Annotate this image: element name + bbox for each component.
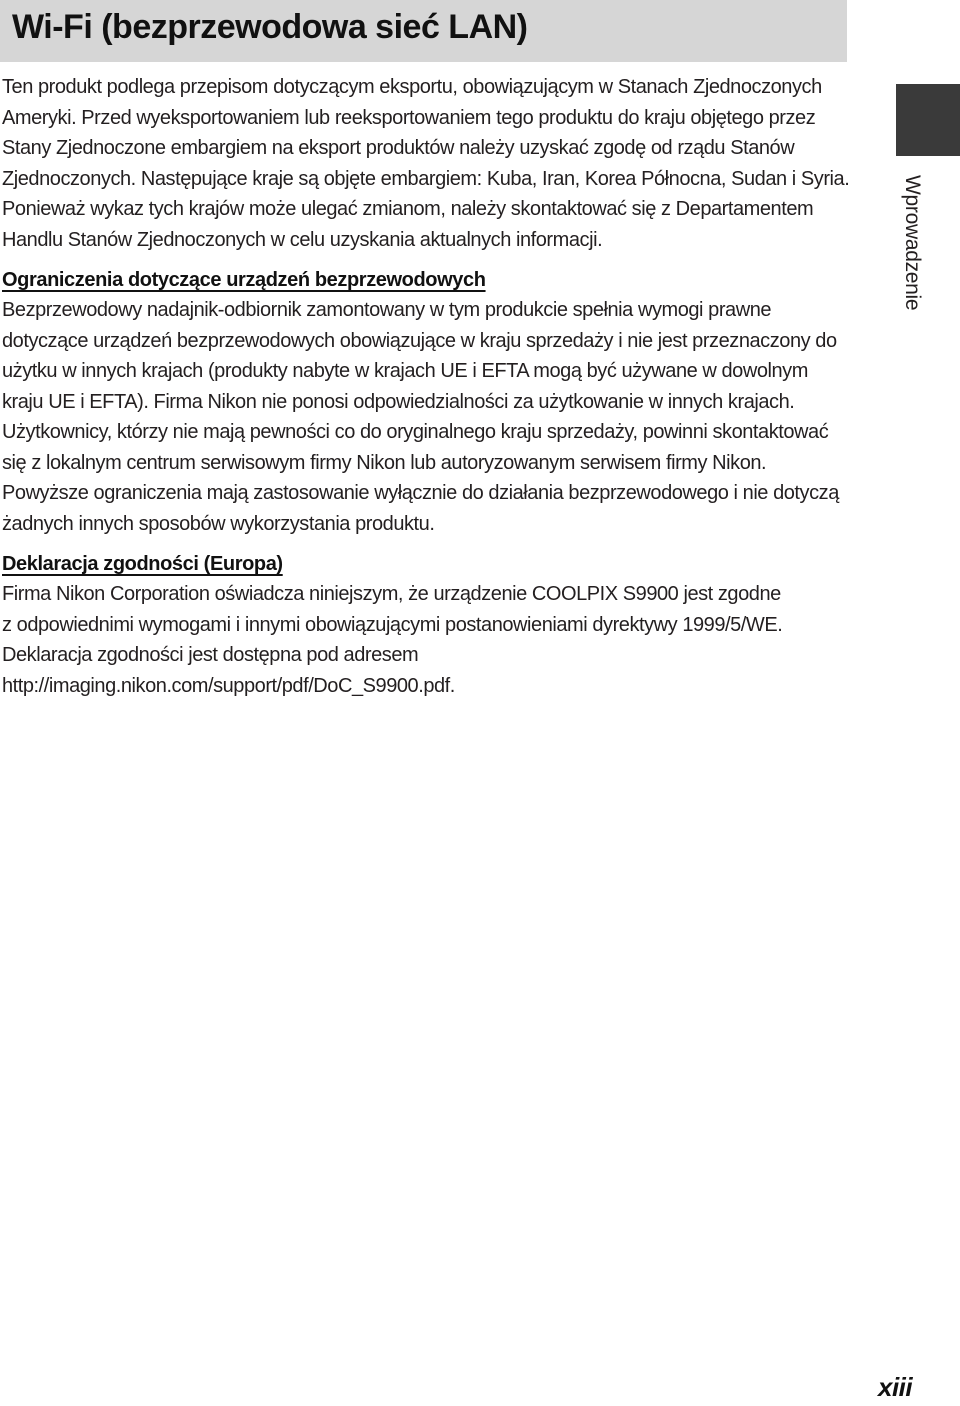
restrictions-section bbox=[2, 265, 847, 539]
page-title: Wi-Fi (bezprzewodowa sieć LAN) bbox=[12, 8, 528, 46]
declaration-heading-text: Deklaracja zgodności (Europa) bbox=[2, 553, 283, 575]
declaration-url: http://imaging.nikon.com/support/pdf/DoC_S9900.pdf. bbox=[2, 674, 455, 697]
title-bar bbox=[0, 0, 847, 62]
intro-line: Ponieważ wykaz tych krajów może ulegać zmianom, należy skontaktować się z Departamentem bbox=[2, 198, 814, 220]
section-tab-label-container bbox=[870, 175, 950, 311]
intro-paragraph bbox=[2, 72, 850, 255]
declaration-section bbox=[2, 549, 847, 701]
page-number: xiii bbox=[878, 1372, 913, 1402]
restrictions-line: się z lokalnym centrum serwisowym firmy Nikon lub autoryzowanym serwisem firmy Nikon. bbox=[2, 451, 767, 474]
declaration-line: Deklaracja zgodności jest dostępna pod adresem bbox=[2, 644, 419, 666]
restrictions-heading-text: Ograniczenia dotyczące urządzeń bezprzewodowych bbox=[2, 269, 486, 291]
section-tab-marker bbox=[896, 84, 960, 156]
restrictions-line: dotyczące urządzeń bezprzewodowych obowiązujące w kraju sprzedaży i nie jest przeznaczony do bbox=[2, 329, 837, 352]
restrictions-line: kraju UE i EFTA). Firma Nikon nie ponosi odpowiedzialności za użytkowanie w innych krajach. bbox=[2, 390, 795, 413]
intro-line: Ten produkt podlega przepisom dotyczącym eksportu, obowiązującym w Stanach Zjednoczonych bbox=[2, 76, 822, 98]
main-content bbox=[2, 72, 850, 711]
restrictions-line: żadnych innych sposobów wykorzystania produktu. bbox=[2, 512, 435, 535]
declaration-line: z odpowiednimi wymogami i innymi obowiązującymi postanowieniami dyrektywy 1999/5/WE. bbox=[2, 613, 783, 636]
declaration-line: Firma Nikon Corporation oświadcza niniejszym, że urządzenie COOLPIX S9900 jest zgodne bbox=[2, 583, 781, 605]
intro-line: Handlu Stanów Zjednoczonych w celu uzyskania aktualnych informacji. bbox=[2, 228, 603, 251]
declaration-heading bbox=[2, 549, 847, 579]
restrictions-line: użytku w innych krajach (produkty nabyte w krajach UE i EFTA mogą być używane w dowolnym bbox=[2, 360, 808, 382]
intro-line: Zjednoczonych. Następujące kraje są objęte embargiem: Kuba, Iran, Korea Północna, Sudan i Syria. bbox=[2, 167, 850, 190]
restrictions-line: Bezprzewodowy nadajnik-odbiornik zamontowany w tym produkcie spełnia wymogi prawne bbox=[2, 299, 772, 321]
restrictions-line: Powyższe ograniczenia mają zastosowanie wyłącznie do działania bezprzewodowego i nie dotyczą bbox=[2, 482, 839, 504]
restrictions-line: Użytkownicy, którzy nie mają pewności co do oryginalnego kraju sprzedaży, powinni skontaktować bbox=[2, 421, 829, 443]
intro-line: Ameryki. Przed wyeksportowaniem lub reeksportowaniem tego produktu do kraju objętego przez bbox=[2, 106, 816, 129]
section-tab-label: Wprowadzenie bbox=[901, 175, 924, 311]
restrictions-heading bbox=[2, 265, 847, 295]
intro-line: Stany Zjednoczone embargiem na eksport produktów należy uzyskać zgodę od rządu Stanów bbox=[2, 137, 795, 159]
